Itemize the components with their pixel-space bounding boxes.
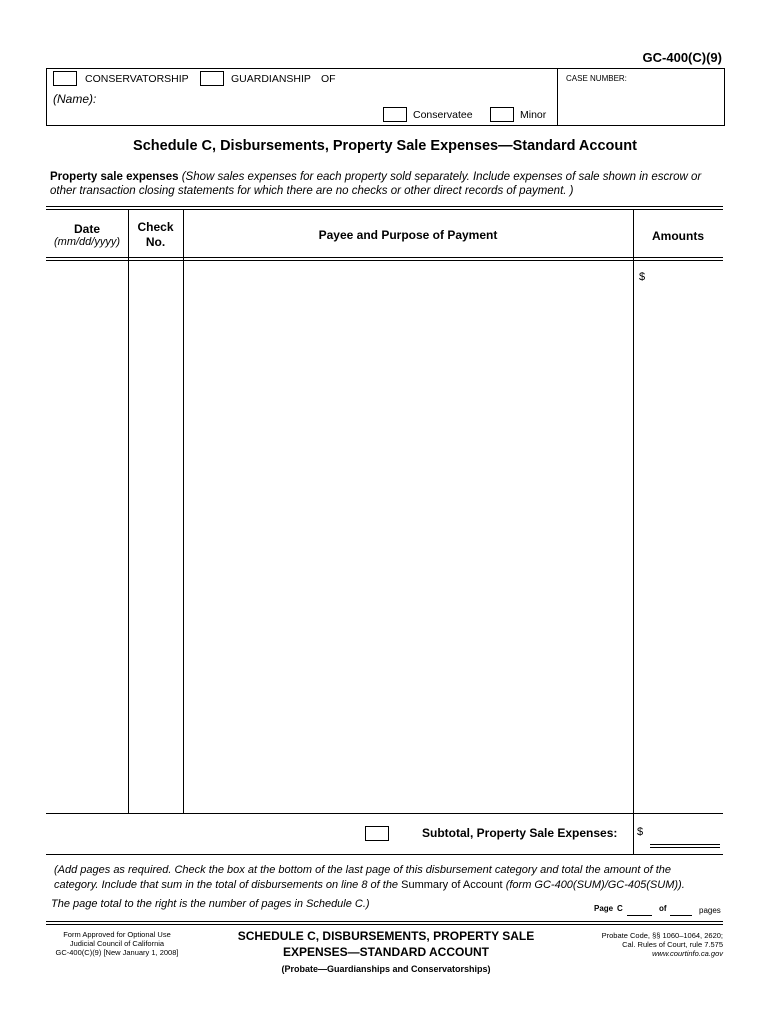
intro-line-1 xyxy=(50,171,701,183)
col-header-amounts: Amounts xyxy=(652,229,704,243)
footer-right-3: www.courtinfo.ca.gov xyxy=(652,949,723,958)
conservatee-checkbox[interactable] xyxy=(383,107,407,122)
col-header-date: Date xyxy=(73,222,100,236)
of-pages-label: of xyxy=(659,904,667,913)
payee-column-field[interactable] xyxy=(184,262,632,812)
table-top-rule-1 xyxy=(46,206,723,207)
footer-rule-1 xyxy=(46,921,723,922)
table-header-rule-1 xyxy=(46,257,723,258)
col-header-date-format: (mm/dd/yyyy) xyxy=(54,236,120,248)
table-bottom-rule xyxy=(46,813,723,814)
conservatorship-checkbox[interactable] xyxy=(53,71,77,86)
guardianship-label: GUARDIANSHIP xyxy=(231,73,311,85)
col-header-check: Check xyxy=(137,220,174,234)
check-no-column-field[interactable] xyxy=(129,262,182,812)
notes-line-2 xyxy=(54,879,685,891)
conservatorship-label: CONSERVATORSHIP xyxy=(85,73,189,85)
caption-divider xyxy=(557,68,558,125)
intro-bold: Property sale expenses xyxy=(50,171,179,183)
case-number-label: CASE NUMBER: xyxy=(566,74,627,83)
footer-title-1: SCHEDULE C, DISBURSEMENTS, PROPERTY SALE xyxy=(237,929,535,943)
subtotal-dollar-sign: $ xyxy=(637,826,644,838)
col-header-payee: Payee and Purpose of Payment xyxy=(318,228,498,242)
total-pages-line xyxy=(670,915,692,916)
footer-subtitle: (Probate—Guardianships and Conservatorships) xyxy=(281,964,491,974)
subtotal-checkbox[interactable] xyxy=(365,826,389,841)
name-label: (Name): xyxy=(53,92,97,106)
footer-right-2: Cal. Rules of Court, rule 7.575 xyxy=(622,940,723,949)
minor-checkbox[interactable] xyxy=(490,107,514,122)
page-label: Page xyxy=(594,904,614,913)
subtotal-underline-1 xyxy=(650,844,720,845)
page-number-field[interactable] xyxy=(627,902,652,914)
notes-line-1: (Add pages as required. Check the box at the bottom of the last page of this disbursement category and total the amount of the xyxy=(54,864,671,876)
footer-title-2: EXPENSES—STANDARD ACCOUNT xyxy=(282,945,489,959)
notes-line-2-italic: category. Include that sum in the total of disbursements on line 8 of the xyxy=(54,879,399,891)
intro-italic-1: (Show sales expenses for each property sold separately. Include expenses of sale shown in escrow or xyxy=(181,171,702,183)
total-pages-field[interactable] xyxy=(670,902,692,914)
notes-line-2-summary: Summary of Account xyxy=(401,879,503,891)
footer-rule-2 xyxy=(46,924,723,925)
minor-label: Minor xyxy=(520,109,547,121)
table-top-rule-2 xyxy=(46,209,723,210)
case-number-field[interactable] xyxy=(566,86,716,120)
footer-left-1: Form Approved for Optional Use xyxy=(63,930,171,939)
name-field[interactable] xyxy=(110,92,550,106)
page-title: Schedule C, Disbursements, Property Sale Expenses—Standard Account xyxy=(133,138,637,154)
page-letter: C xyxy=(617,904,623,913)
footer-left-3: GC-400(C)(9) [New January 1, 2008] xyxy=(55,948,179,957)
guardianship-checkbox[interactable] xyxy=(200,71,224,86)
form-id: GC-400(C)(9) xyxy=(642,50,722,65)
subtotal-label: Subtotal, Property Sale Expenses: xyxy=(422,826,618,840)
col-divider-payee xyxy=(633,210,634,854)
notes-line-3: The page total to the right is the number of pages in Schedule C.) xyxy=(51,898,370,910)
intro-line-2: other transaction closing statements for which there are no checks or other direct records of payment. ) xyxy=(50,185,574,197)
date-column-field[interactable] xyxy=(47,262,127,812)
subtotal-amount-field[interactable] xyxy=(650,824,720,842)
footer-right-1: Probate Code, §§ 1060–1064, 2620; xyxy=(601,931,723,940)
subtotal-underline-2 xyxy=(650,847,720,848)
page-number-line xyxy=(627,915,652,916)
pages-label: pages xyxy=(699,906,721,915)
notes-top-rule xyxy=(46,854,723,855)
notes-line-2-end: (form GC-400(SUM)/GC-405(SUM)). xyxy=(505,879,685,891)
conservatee-label: Conservatee xyxy=(413,109,473,121)
amounts-column-field[interactable] xyxy=(650,262,722,812)
of-label: OF xyxy=(321,73,336,85)
amounts-dollar-sign: $ xyxy=(639,271,646,283)
table-header-rule-2 xyxy=(46,260,723,261)
col-header-check-no: No. xyxy=(145,235,166,249)
footer-left-2: Judicial Council of California xyxy=(69,939,165,948)
